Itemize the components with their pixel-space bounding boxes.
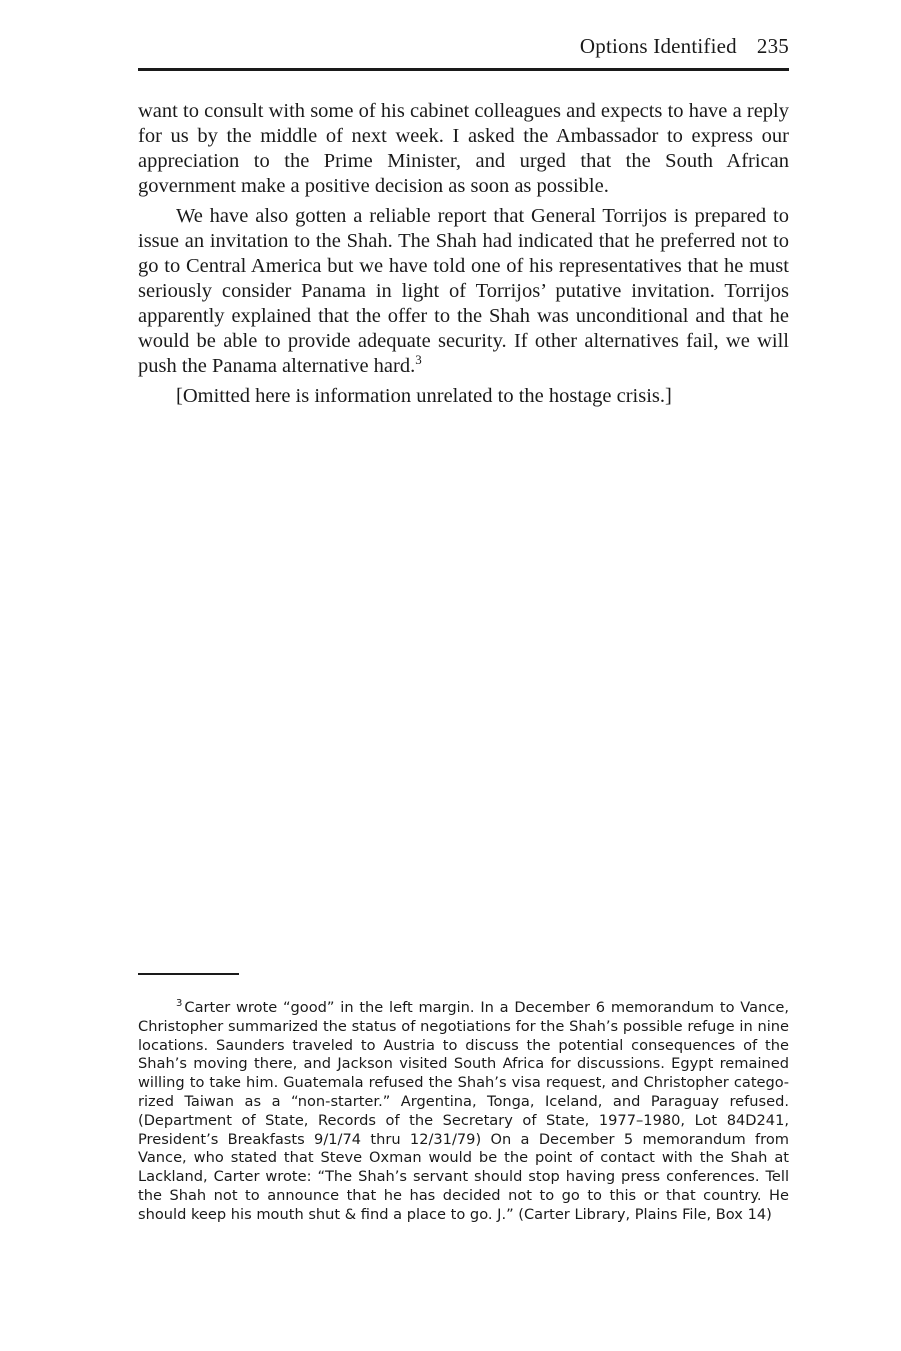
running-title: Options Identified [579,34,737,58]
editorial-note: [Omitted here is information unrelated to the hostage crisis.] [176,385,672,407]
body-paragraph [138,99,789,199]
running-header [580,34,789,59]
main-text [138,99,789,414]
paragraph-text: want to consult with some of his cabinet colleagues and expects to have a reply for us by the middle of next week. I asked the Ambassador to express our appreciation to the Prime Minister, and urged that the South African government make a positive decision as soon as possible. [138,100,789,197]
footnote [138,999,789,1225]
footnote-text: Carter wrote “good” in the left margin. In a December 6 memorandum to Vance, Christopher summarized the status of negotiations for the Shah’s possible refuge in nine locations. Saunders traveled to Austria to discuss the potential consequences of the Shah’s moving there, and Jackson visited South Africa for discussions. Egypt remained willing to take him. Guatemala refused the Shah’s visa request, and Christopher categorized Taiwan as a “non-starter.” Argentina, Tonga, Iceland, and Paraguay refused. (Department of State, Records of the Secretary of State, 1977–1980, Lot 84D241, President’s Breakfasts 9/1/74 thru 12/31/79) On a December 5 memorandum from Vance, who stated that Steve Oxman would be the point of contact with the Shah at Lackland, Carter wrote: “The Shah’s servant should stop having press conferences. Tell the Shah not to announce that he has decided not to go to this or that country. He should keep his mouth shut & find a place to go. J.” (Carter Library, Plains File, Box 14) [138,999,789,1223]
footnote-reference[interactable]: 3 [415,352,422,368]
footnotes [138,999,789,1225]
footnote-marker: 3 [176,998,183,1010]
footnote-separator [138,973,239,975]
body-paragraph [138,384,789,409]
document-page [138,0,789,1351]
header-rule [138,68,789,71]
page-number: 235 [756,34,789,58]
body-paragraph [138,204,789,379]
paragraph-text: We have also gotten a reliable report that General Torrijos is prepared to issue an invitation to the Shah. The Shah had indicated that he preferred not to go to Central America but we have told one of his representatives that he must seriously consider Panama in light of Torrijos’ putative invitation. Torrijos apparently explained that the offer to the Shah was unconditional and that he would be able to provide adequate security. If other alternatives fail, we will push the Panama alternative hard. [138,205,789,377]
